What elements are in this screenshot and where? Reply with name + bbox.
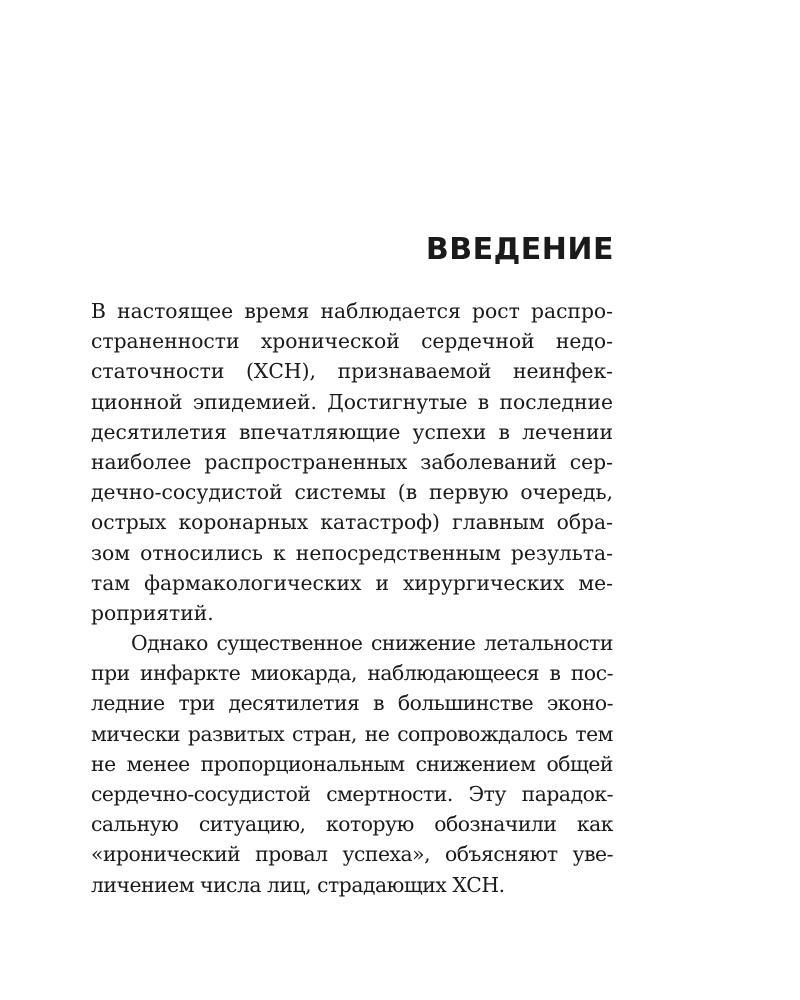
text-line: В настоящее время наблюдается рост распро- bbox=[91, 299, 613, 323]
text-line: ледние три десятилетия в большинстве эконо- bbox=[91, 691, 613, 716]
text-line: острых коронарных катастроф) главным обра- bbox=[91, 510, 613, 535]
text-line: личением числа лиц, страдающих ХСН. bbox=[91, 872, 505, 897]
paragraph-1 bbox=[91, 296, 613, 628]
text-line: страненности хронической сердечной недо- bbox=[91, 329, 613, 354]
text-line: Однако существенное снижение летальности bbox=[131, 631, 613, 656]
text-line: статочности (ХСН), признаваемой неинфек- bbox=[91, 359, 613, 384]
text-line: там фармакологических и хирургических ме- bbox=[91, 570, 613, 595]
chapter-heading: ВВЕДЕНИЕ bbox=[425, 232, 614, 267]
text-line: дечно-сосудистой системы (в первую очередь, bbox=[91, 480, 613, 505]
text-line: при инфаркте миокарда, наблюдающееся в пос- bbox=[91, 661, 613, 686]
text-line: десятилетия впечатляющие успехи в лечении bbox=[91, 419, 613, 444]
text-line: мически развитых стран, не сопровождалось тем bbox=[91, 721, 613, 746]
paragraph-2 bbox=[91, 628, 613, 900]
text-line: наиболее распространенных заболеваний сер- bbox=[91, 449, 613, 474]
text-line: ционной эпидемией. Достигнутые в последние bbox=[91, 389, 613, 414]
text-line: не менее пропорциональным снижением общей bbox=[91, 751, 613, 776]
text-line: роприятий. bbox=[91, 600, 214, 625]
body-text bbox=[91, 296, 613, 900]
text-line: сальную ситуацию, которую обозначили как bbox=[91, 812, 613, 837]
text-line: зом относились к непосредственным результа- bbox=[91, 540, 613, 565]
text-line: сердечно-сосудистой смертности. Эту парадок- bbox=[91, 782, 613, 806]
text-line: «иронический провал успеха», объясняют уве- bbox=[91, 842, 613, 867]
